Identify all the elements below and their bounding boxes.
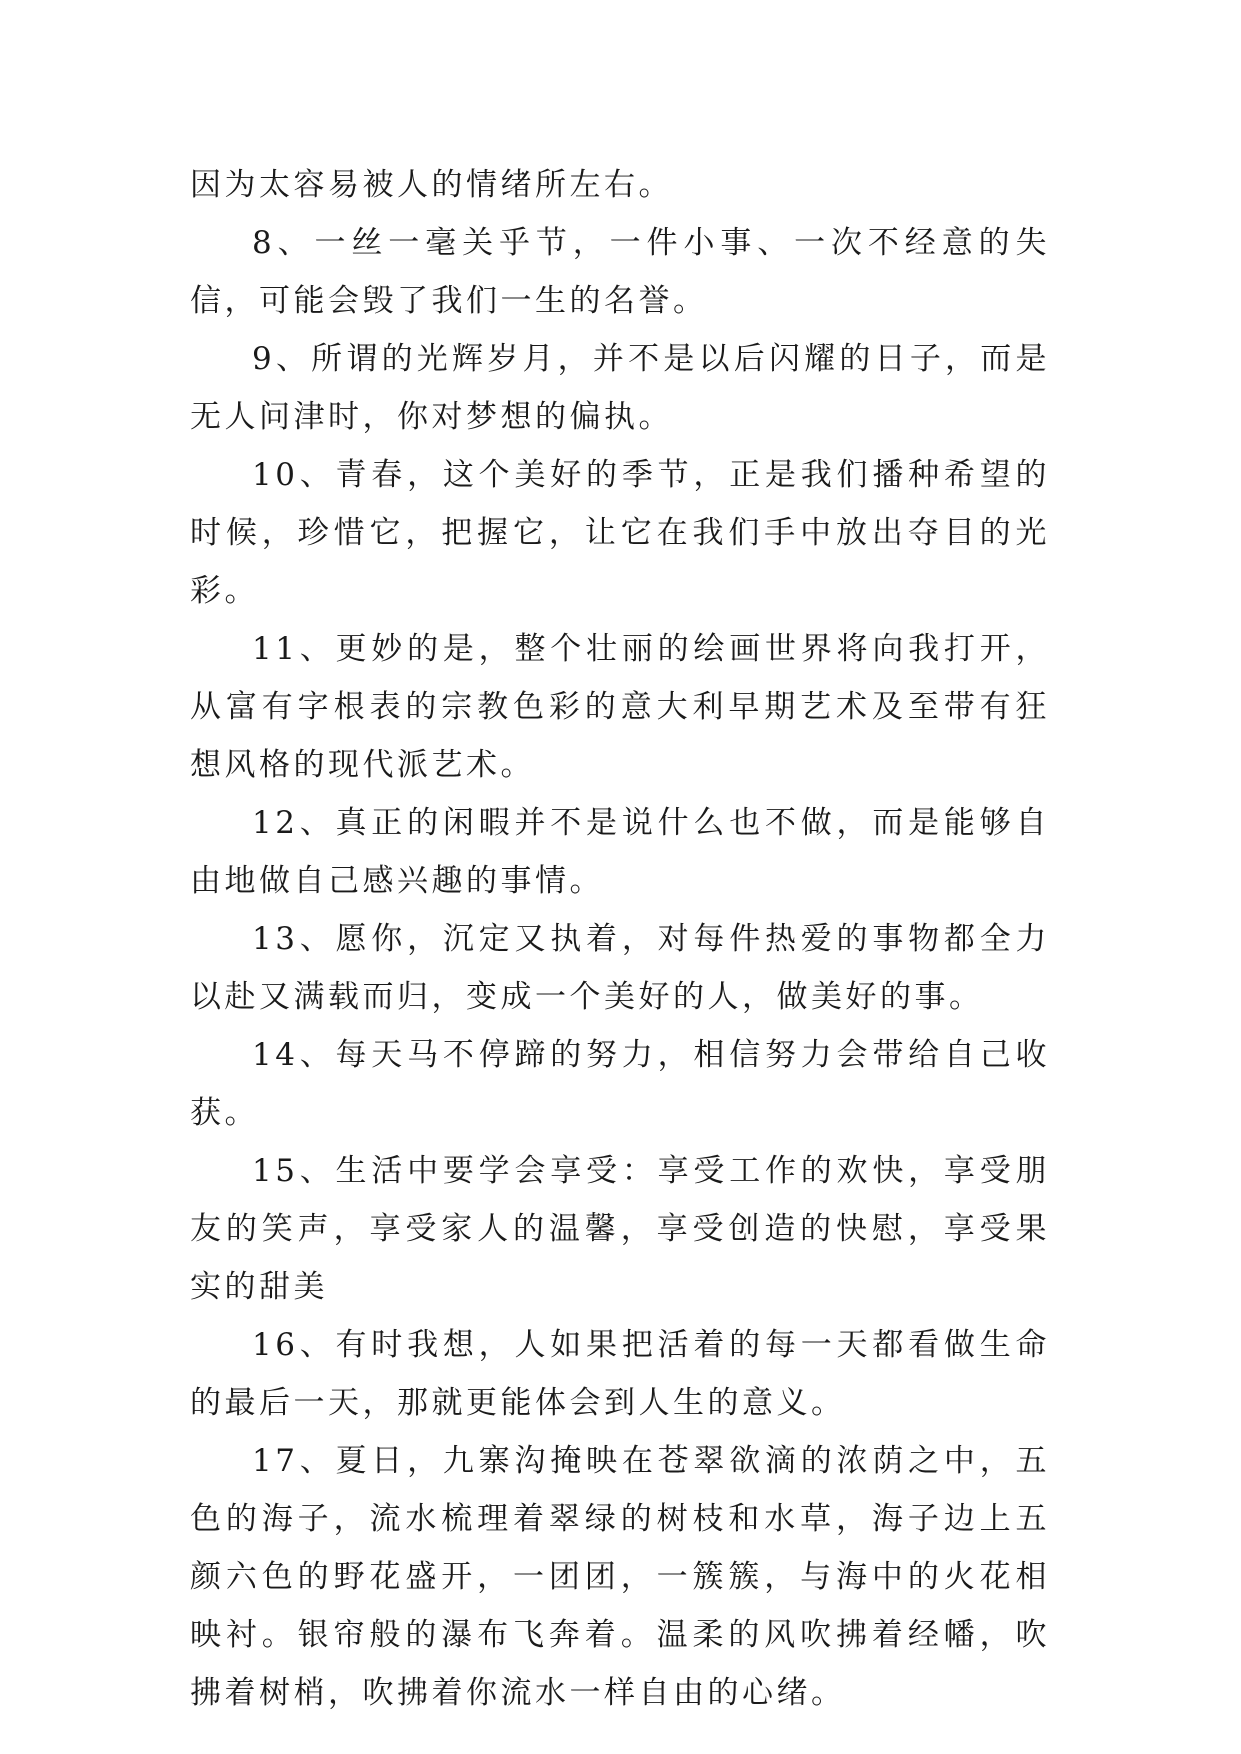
paragraph-12: 12、真正的闲暇并不是说什么也不做，而是能够自由地做自己感兴趣的事情。 [190, 805, 1050, 899]
paragraph-8: 8、一丝一毫关乎节，一件小事、一次不经意的失信，可能会毁了我们一生的名誉。 [190, 225, 1050, 319]
paragraph-11: 11、更妙的是，整个壮丽的绘画世界将向我打开，从富有字根表的宗教色彩的意大利早期艺术及至带有狂想风格的现代派艺术。 [190, 631, 1050, 783]
paragraph-15: 15、生活中要学会享受：享受工作的欢快，享受朋友的笑声，享受家人的温馨，享受创造的快慰，享受果实的甜美 [190, 1153, 1050, 1305]
document-body [190, 156, 1050, 1722]
paragraph-14: 14、每天马不停蹄的努力，相信努力会带给自己收获。 [190, 1037, 1050, 1131]
paragraph-16: 16、有时我想，人如果把活着的每一天都看做生命的最后一天，那就更能体会到人生的意义。 [190, 1327, 1050, 1421]
paragraph-9: 9、所谓的光辉岁月，并不是以后闪耀的日子，而是无人问津时，你对梦想的偏执。 [190, 341, 1050, 435]
paragraph-10: 10、青春，这个美好的季节，正是我们播种希望的时候，珍惜它，把握它，让它在我们手中放出夺目的光彩。 [190, 457, 1050, 609]
paragraph-13: 13、愿你，沉定又执着，对每件热爱的事物都全力以赴又满载而归，变成一个美好的人，做美好的事。 [190, 921, 1050, 1015]
paragraph-continuation: 因为太容易被人的情绪所左右。 [190, 167, 673, 203]
paragraph-17: 17、夏日，九寨沟掩映在苍翠欲滴的浓荫之中，五色的海子，流水梳理着翠绿的树枝和水草，海子边上五颜六色的野花盛开，一团团，一簇簇，与海中的火花相映衬。银帘般的瀑布飞奔着。温柔的风吹拂着经幡，吹拂着树梢，吹拂着你流水一样自由的心绪。 [190, 1443, 1050, 1711]
